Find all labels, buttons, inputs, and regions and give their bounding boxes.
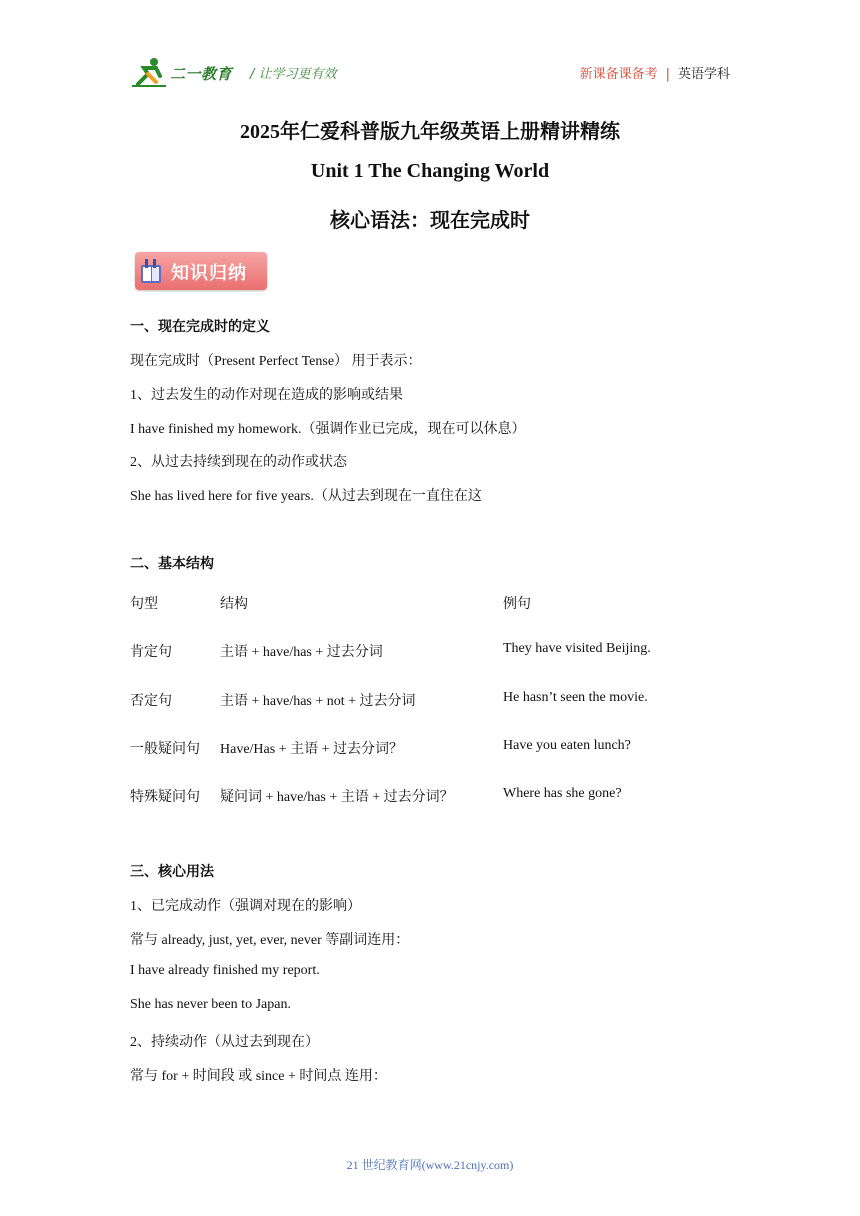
body-line: 1、已完成动作（强调对现在的影响） (130, 899, 361, 914)
body-line: 2、从过去持续到现在的动作或状态 (130, 455, 347, 470)
section-heading: 三、核心用法 (130, 865, 214, 880)
logo-text: 二一教育 (170, 65, 233, 83)
body-line: 1、过去发生的动作对现在造成的影响或结果 (130, 388, 403, 403)
table-cell: Have you eaten lunch? (503, 738, 631, 753)
table-header-row (130, 593, 730, 613)
table-row (130, 786, 730, 806)
table-row (130, 690, 730, 710)
header-right (580, 63, 730, 82)
table-cell: Have/Has + 主语 + 过去分词？ (220, 742, 403, 757)
page-footer: 21 世纪教育网(www.21cnjy.com) (346, 1158, 514, 1172)
unit-title: Unit 1 The Changing World (310, 160, 550, 182)
table-cell: He hasn’t seen the movie. (503, 690, 648, 705)
document-title: 2025年仁爱科普版九年级英语上册精讲精练 (240, 121, 620, 143)
header-tagline: 新课备课备考 (579, 67, 658, 82)
book-icon (139, 257, 163, 285)
body-line: I have already finished my report. (130, 963, 320, 978)
header-subject: 英语学科 (677, 67, 730, 82)
section-heading: 一、现在完成时的定义 (130, 320, 270, 335)
knowledge-summary-badge (135, 252, 267, 290)
body-line: 2、持续动作（从过去到现在） (130, 1035, 319, 1050)
table-cell: 肯定句 (130, 645, 172, 660)
table-cell: 一般疑问句 (130, 742, 200, 757)
body-line: She has never been to Japan. (130, 997, 291, 1012)
header-separator: | (665, 67, 670, 82)
table-row (130, 738, 730, 758)
body-line: 常与 already, just, yet, ever, never 等副词连用： (130, 933, 410, 948)
table-header-cell: 结构 (220, 597, 248, 612)
table-cell: Where has she gone? (503, 786, 622, 801)
body-line: 现在完成时（Present Perfect Tense） 用于表示： (130, 354, 422, 369)
slogan: / 让学习更有效 (250, 67, 337, 82)
table-header-cell: 例句 (503, 597, 531, 612)
table-cell: 特殊疑问句 (130, 790, 200, 805)
runner-logo-icon (130, 56, 170, 88)
body-line: She has lived here for five years.（从过去到现在一直住在这 (130, 489, 482, 504)
badge-label: 知识归纳 (171, 263, 247, 284)
section-heading: 二、基本结构 (130, 557, 214, 572)
body-line: 常与 for + 时间段 或 since + 时间点 连用： (130, 1069, 387, 1084)
table-cell: 否定句 (130, 694, 172, 709)
body-line: I have finished my homework.（强调作业已完成，现在可以休息） (130, 422, 526, 437)
topic-title: 核心语法：现在完成时 (330, 210, 530, 232)
brand-logo (130, 56, 240, 88)
table-cell: 主语 + have/has + not + 过去分词 (220, 694, 416, 709)
table-cell: They have visited Beijing. (503, 641, 651, 656)
table-cell: 主语 + have/has + 过去分词 (220, 645, 383, 660)
page-header (130, 56, 730, 90)
table-header-cell: 句型 (130, 597, 158, 612)
table-cell: 疑问词 + have/has + 主语 + 过去分词？ (220, 790, 454, 805)
table-row (130, 641, 730, 661)
